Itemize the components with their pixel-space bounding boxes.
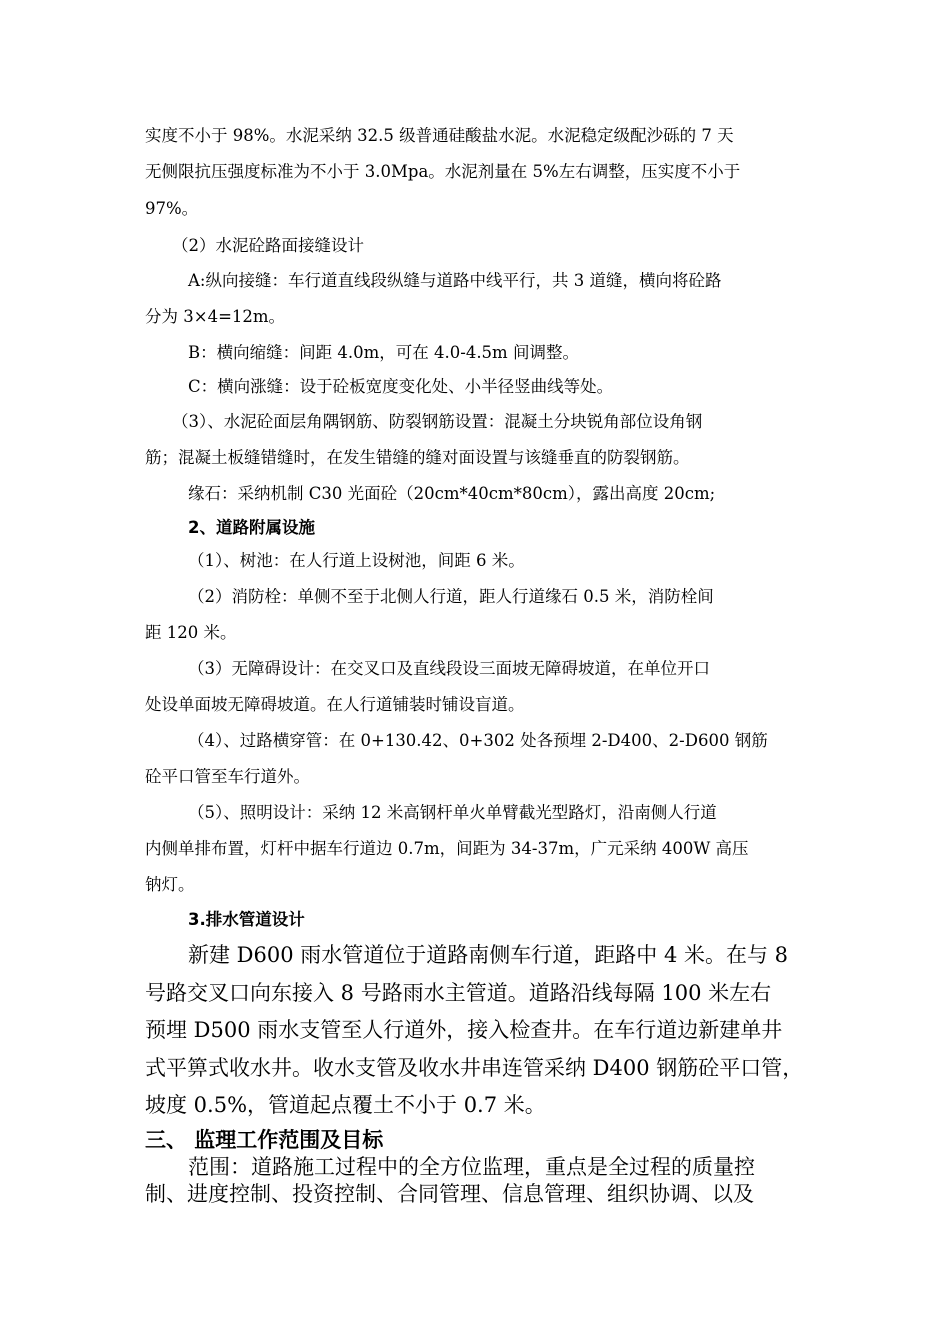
paragraph-line: 制、进度控制、投资控制、合同管理、信息管理、组织协调、以及	[145, 1182, 754, 1206]
paragraph-line: （4）、过路横穿管：在 0+130.42、0+302 处各预埋 2-D400、2-D600 钢筋	[188, 731, 768, 750]
paragraph-line: C：横向涨缝：设于砼板宽度变化处、小半径竖曲线等处。	[188, 377, 614, 396]
paragraph-line: （5）、照明设计：采纳 12 米高钢杆单火单臂截光型路灯，沿南侧人行道	[188, 803, 717, 822]
subsection-heading: （2）水泥砼路面接缝设计	[172, 236, 364, 255]
paragraph-line: 式平箅式收水井。收水支管及收水井串连管采纳 D400 钢筋砼平口管，	[145, 1056, 804, 1080]
paragraph-line: （2）消防栓：单侧不至于北侧人行道，距人行道缘石 0.5 米，消防栓间	[188, 587, 714, 606]
paragraph-line: 筋；混凝土板缝错缝时，在发生错缝的缝对面设置与该缝垂直的防裂钢筋。	[145, 448, 690, 467]
paragraph-line: 实度不小于 98%。水泥采纳 32.5 级普通硅酸盐水泥。水泥稳定级配沙砾的 7 天	[145, 126, 734, 145]
paragraph-line: 范围：道路施工过程中的全方位监理，重点是全过程的质量控	[188, 1155, 755, 1179]
paragraph-line: 砼平口管至车行道外。	[145, 767, 310, 786]
paragraph-line: 内侧单排布置，灯杆中据车行道边 0.7m，间距为 34-37m，广元采纳 400W 高压	[145, 839, 749, 858]
paragraph-line: 预埋 D500 雨水支管至人行道外，接入检查井。在车行道边新建单井	[145, 1018, 783, 1042]
paragraph-line: （1）、树池：在人行道上设树池，间距 6 米。	[188, 551, 525, 570]
paragraph-line: 缘石：采纳机制 C30 光面砼（20cm*40cm*80cm），露出高度 20cm;	[188, 484, 716, 503]
paragraph-line: （3）无障碍设计：在交叉口及直线段设三面坡无障碍坡道，在单位开口	[188, 659, 710, 678]
paragraph-line: 号路交叉口向东接入 8 号路雨水主管道。道路沿线每隔 100 米左右	[145, 981, 772, 1005]
paragraph-line: 分为 3×4=12m。	[145, 307, 286, 326]
paragraph-line: B：横向缩缝：间距 4.0m，可在 4.0-4.5m 间调整。	[188, 343, 579, 362]
paragraph-line: A:纵向接缝：车行道直线段纵缝与道路中线平行，共 3 道缝，横向将砼路	[188, 271, 722, 290]
paragraph-line: 无侧限抗压强度标准为不小于 3.0Mpa。水泥剂量在 5%左右调整，压实度不小于	[145, 162, 741, 181]
paragraph-line: 钠灯。	[145, 875, 195, 894]
section-heading: 2、道路附属设施	[188, 518, 315, 537]
paragraph-line: 坡度 0.5%，管道起点覆土不小于 0.7 米。	[145, 1093, 546, 1117]
paragraph-line: （3）、水泥砼面层角隅钢筋、防裂钢筋设置：混凝土分块锐角部位设角钢	[172, 412, 703, 431]
section-heading: 3.排水管道设计	[188, 910, 305, 929]
chapter-heading: 三、 监理工作范围及目标	[145, 1128, 384, 1152]
paragraph-line: 97%。	[145, 199, 199, 218]
paragraph-line: 处设单面坡无障碍坡道。在人行道铺装时铺设盲道。	[145, 695, 525, 714]
paragraph-line: 新建 D600 雨水管道位于道路南侧车行道，距路中 4 米。在与 8	[188, 943, 789, 967]
paragraph-line: 距 120 米。	[145, 623, 237, 642]
